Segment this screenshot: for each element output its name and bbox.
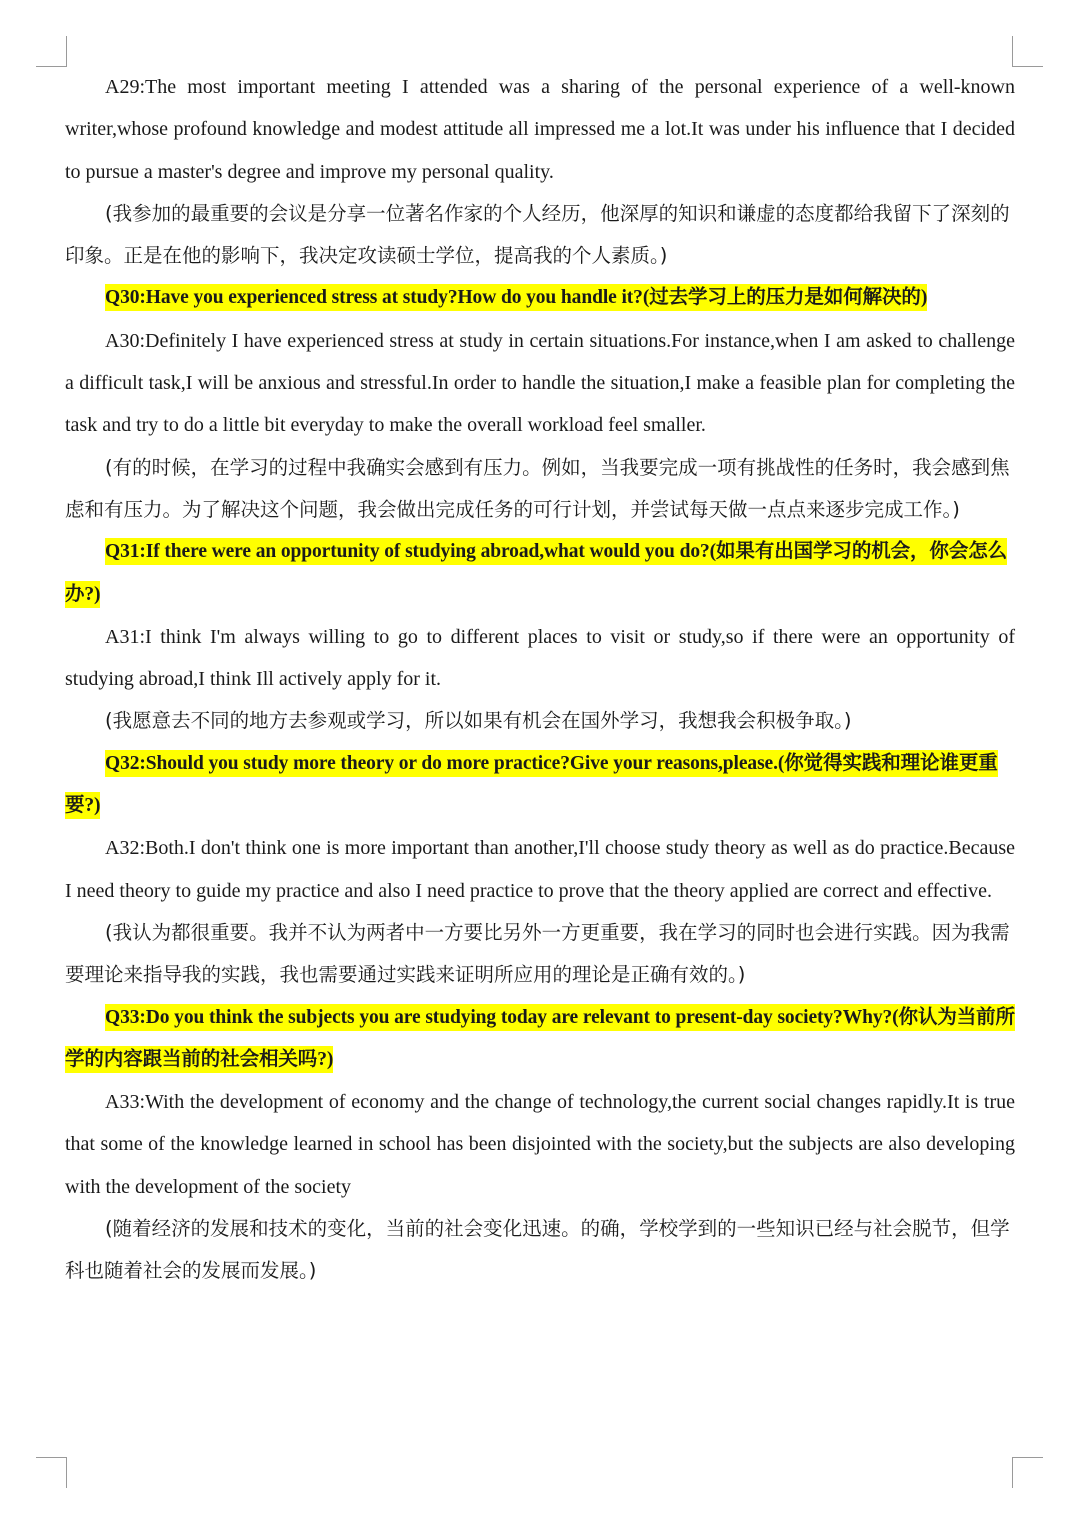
answer-a32 (65, 827, 1015, 912)
translation-a30-text: (有的时候，在学习的过程中我确实会感到有压力。例如，当我要完成一项有挑战性的任务时，我会感到焦虑和有压力。为了解决这个问题，我会做出完成任务的可行计划，并尝试每天做一点点来逐步完成工作。) (65, 455, 1010, 521)
translation-a33-text: (随着经济的发展和技术的变化，当前的社会变化迅速。的确，学校学到的一些知识已经与社会脱节，但学科也随着社会的发展而发展。) (65, 1217, 1010, 1283)
question-q32-text: Q32:Should you study more theory or do more practice?Give your reasons,please.(你觉得实践和理论谁更重要?) (65, 750, 998, 819)
translation-a29 (65, 193, 1015, 278)
answer-a33-text: A33:With the development of economy and the change of technology,the current social changes rapidly.It is true that some of the knowledge learned in school has been disjointed with the society,but the subjects are also developing with the development of the society (65, 1091, 1015, 1198)
translation-a31-text: (我愿意去不同的地方去参观或学习，所以如果有机会在国外学习，我想我会积极争取。) (105, 709, 852, 733)
question-q31-text: Q31:If there were an opportunity of studying abroad,what would you do?(如果有出国学习的机会，你会怎么办?) (65, 538, 1007, 607)
question-q33-text: Q33:Do you think the subjects you are studying today are relevant to present-day society?Why?(你认为当前所学的内容跟当前的社会相关吗?) (65, 1004, 1015, 1073)
answer-a31 (65, 616, 1015, 701)
question-q33 (65, 997, 1015, 1082)
translation-a32-text: (我认为都很重要。我并不认为两者中一方要比另外一方更重要，我在学习的同时也会进行实践。因为我需要理论来指导我的实践，我也需要通过实践来证明所应用的理论是正确有效的。) (65, 920, 1010, 987)
answer-a30 (65, 320, 1015, 447)
translation-a33 (65, 1208, 1015, 1293)
question-q32 (65, 743, 1015, 828)
answer-a29-text: A29:The most important meeting I attended was a sharing of the personal experience of a well-known writer,whose profound knowledge and modest attitude all impressed me a lot.It was under his influence that I decided to pursue a master's degree and improve my personal quality. (65, 76, 1015, 183)
translation-a29-text: (我参加的最重要的会议是分享一位著名作家的个人经历，他深厚的知识和谦虚的态度都给我留下了深刻的印象。正是在他的影响下，我决定攻读硕士学位，提高我的个人素质。) (65, 201, 1010, 268)
answer-a33 (65, 1081, 1015, 1208)
document-body (65, 66, 1015, 1293)
answer-a32-text: A32:Both.I don't think one is more important than another,I'll choose study theory as well as do practice.Because I need theory to guide my practice and also I need practice to prove that the theory applied are correct and effective. (65, 837, 1015, 902)
crop-mark-bottom-left (36, 1457, 67, 1488)
answer-a31-text: A31:I think I'm always willing to go to different places to visit or study,so if there were an opportunity of studying abroad,I think Ill actively apply for it. (65, 625, 1015, 691)
translation-a32 (65, 912, 1015, 997)
crop-mark-top-left (36, 36, 67, 67)
question-q30 (65, 277, 1015, 319)
question-q31 (65, 531, 1015, 616)
answer-a29 (65, 66, 1015, 193)
answer-a30-text: A30:Definitely I have experienced stress at study in certain situations.For instance,when I am asked to challenge a difficult task,I will be anxious and stressful.In order to handle the situation,I make a feasible plan for completing the task and try to do a little bit everyday to make the overall workload feel smaller. (65, 329, 1015, 437)
translation-a31 (65, 700, 1015, 742)
crop-mark-top-right (1012, 36, 1043, 67)
question-q30-text: Q30:Have you experienced stress at study?How do you handle it?(过去学习上的压力是如何解决的) (105, 284, 927, 311)
translation-a30 (65, 447, 1015, 532)
crop-mark-bottom-right (1012, 1457, 1043, 1488)
